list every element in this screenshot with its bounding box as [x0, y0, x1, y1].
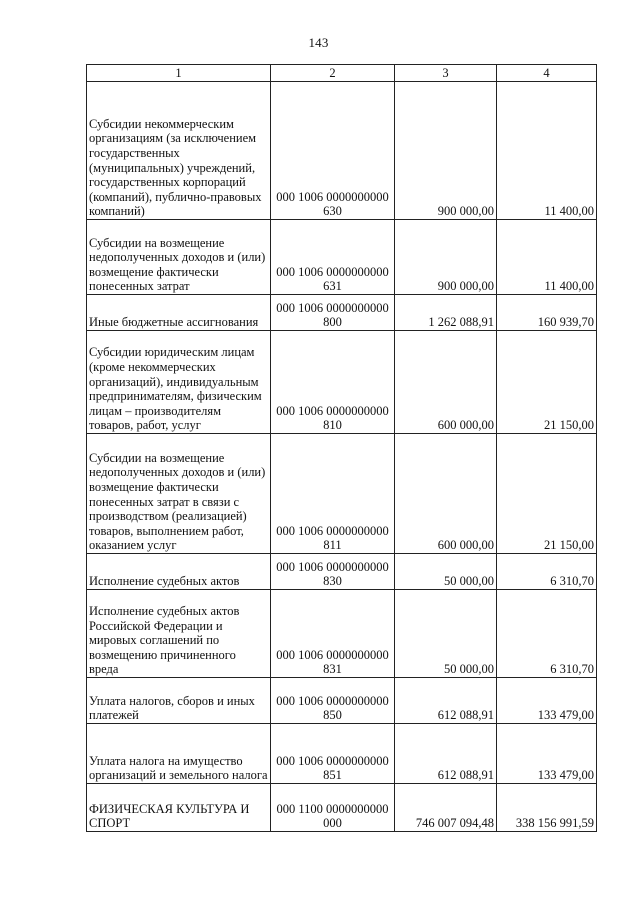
table-header-row: [87, 65, 597, 82]
row-code: 000 1006 0000000000 631: [271, 220, 395, 295]
row-value-col3: 900 000,00: [395, 82, 497, 220]
row-value-col3: 612 088,91: [395, 678, 497, 724]
row-name: Исполнение судебных актов: [87, 554, 271, 590]
row-value-col4: 160 939,70: [497, 295, 597, 331]
row-name: Уплата налогов, сборов и иных платежей: [87, 678, 271, 724]
row-name: Субсидии юридическим лицам (кроме некоммерческих организаций), индивидуальным предпринимателям, физическим лицам – производителям товаров, работ, услуг: [87, 331, 271, 434]
table-row: [87, 554, 597, 590]
row-name: Уплата налога на имущество организаций и земельного налога: [87, 724, 271, 784]
row-name: Субсидии на возмещение недополученных доходов и (или) возмещение фактически понесенных затрат: [87, 220, 271, 295]
table-row: [87, 434, 597, 554]
row-value-col4: 11 400,00: [497, 82, 597, 220]
table-row: [87, 295, 597, 331]
row-value-col4: 21 150,00: [497, 434, 597, 554]
row-code: 000 1006 0000000000 811: [271, 434, 395, 554]
row-code: 000 1006 0000000000 810: [271, 331, 395, 434]
row-value-col4: 21 150,00: [497, 331, 597, 434]
row-value-col4: 6 310,70: [497, 554, 597, 590]
row-value-col3: 1 262 088,91: [395, 295, 497, 331]
row-code: 000 1006 0000000000 830: [271, 554, 395, 590]
row-code: 000 1006 0000000000 831: [271, 590, 395, 678]
row-name: Исполнение судебных актов Российской Федерации и мировых соглашений по возмещению причиненного вреда: [87, 590, 271, 678]
table-row: [87, 678, 597, 724]
table-row: [87, 590, 597, 678]
row-name: Иные бюджетные ассигнования: [87, 295, 271, 331]
budget-table: [86, 64, 597, 832]
column-header-2: 2: [271, 65, 395, 82]
row-value-col4: 11 400,00: [497, 220, 597, 295]
row-value-col4: 133 479,00: [497, 678, 597, 724]
row-value-col4: 133 479,00: [497, 724, 597, 784]
row-value-col4: 6 310,70: [497, 590, 597, 678]
row-value-col3: 50 000,00: [395, 554, 497, 590]
row-value-col3: 600 000,00: [395, 331, 497, 434]
table-row: [87, 784, 597, 832]
row-code: 000 1100 0000000000 000: [271, 784, 395, 832]
row-value-col3: 50 000,00: [395, 590, 497, 678]
row-name: ФИЗИЧЕСКАЯ КУЛЬТУРА И СПОРТ: [87, 784, 271, 832]
row-name: Субсидии некоммерческим организациям (за исключением государственных (муниципальных) учреждений, государственных корпораций (компаний), публично-правовых компаний): [87, 82, 271, 220]
row-code: 000 1006 0000000000 630: [271, 82, 395, 220]
column-header-4: 4: [497, 65, 597, 82]
row-name: Субсидии на возмещение недополученных доходов и (или) возмещение фактически понесенных затрат в связи с производством (реализацией) товаров, выполнением работ, оказанием услуг: [87, 434, 271, 554]
row-code: 000 1006 0000000000 850: [271, 678, 395, 724]
table-row: [87, 724, 597, 784]
row-code: 000 1006 0000000000 800: [271, 295, 395, 331]
row-value-col3: 900 000,00: [395, 220, 497, 295]
table-row: [87, 331, 597, 434]
row-value-col4: 338 156 991,59: [497, 784, 597, 832]
row-code: 000 1006 0000000000 851: [271, 724, 395, 784]
row-value-col3: 600 000,00: [395, 434, 497, 554]
table-row: [87, 220, 597, 295]
table-row: [87, 82, 597, 220]
row-value-col3: 746 007 094,48: [395, 784, 497, 832]
column-header-1: 1: [87, 65, 271, 82]
page-number: 143: [308, 35, 329, 50]
row-value-col3: 612 088,91: [395, 724, 497, 784]
column-header-3: 3: [395, 65, 497, 82]
